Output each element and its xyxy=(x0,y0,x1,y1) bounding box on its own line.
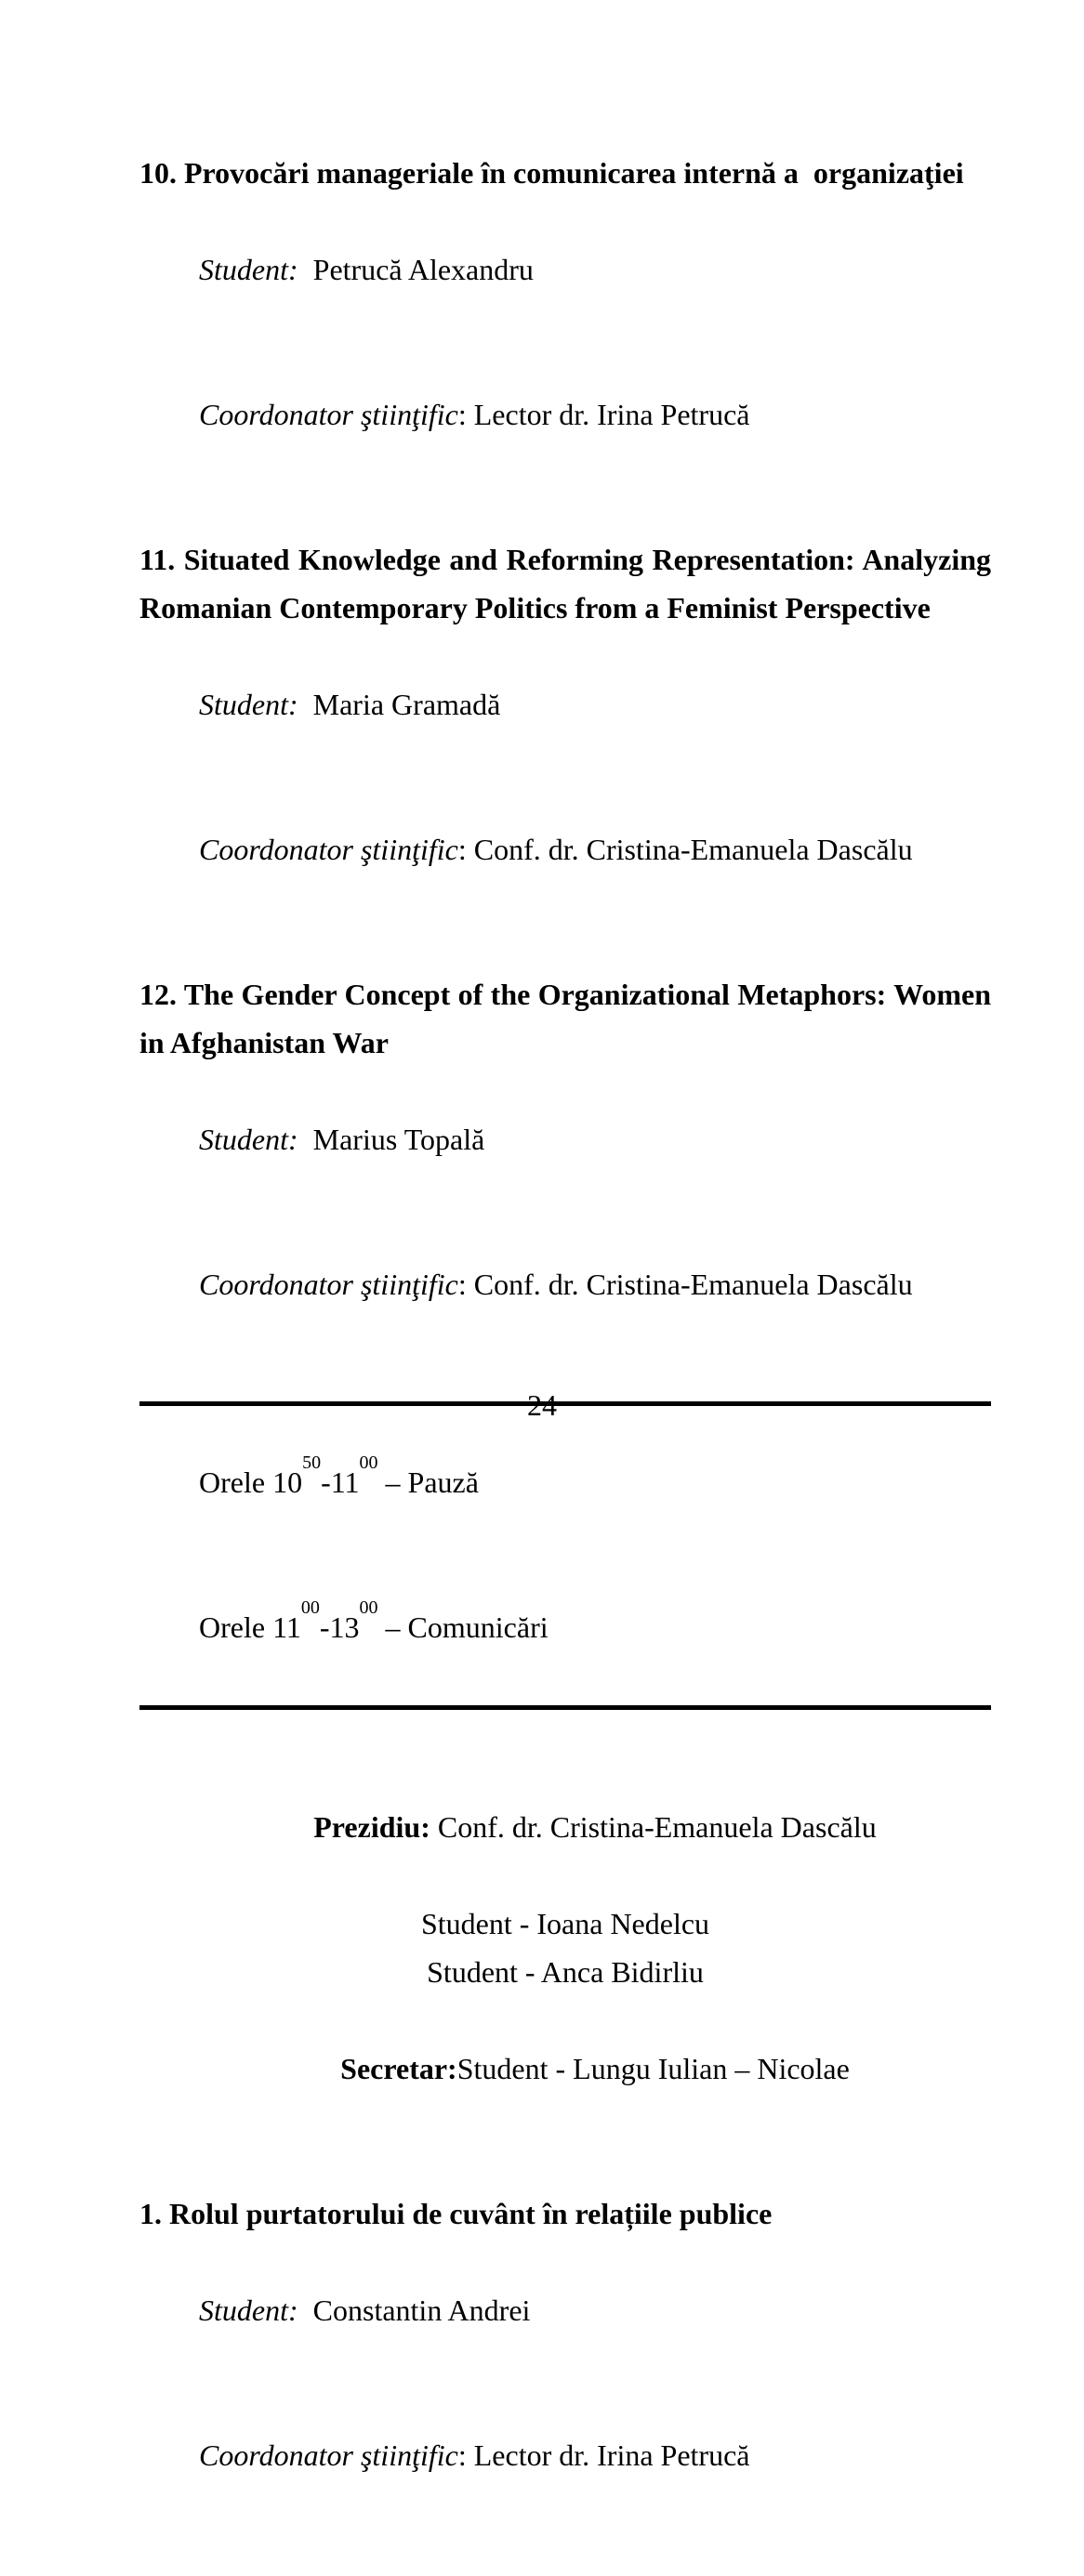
secretary-line xyxy=(139,1996,991,2141)
presidium-block xyxy=(139,1755,991,2141)
item-title-line-2: in Afghanistan War xyxy=(139,1026,389,1059)
coordinator-value: : Conf. dr. Cristina-Emanuela Dascălu xyxy=(457,833,913,866)
presidium-label: Prezidiu: xyxy=(313,1810,430,1844)
student-name: Petrucă Alexandru xyxy=(297,253,534,286)
item-title-line-1: 12. The Gender Concept of the Organizational Metaphors: Women xyxy=(139,978,991,1011)
coordinator-label: Coordonator ştiinţific xyxy=(199,833,458,866)
student-line xyxy=(139,2238,991,2383)
student-label: Student: xyxy=(199,688,298,721)
presentation-item-10 xyxy=(139,149,991,487)
hours-superscript: 50 xyxy=(302,1452,322,1474)
schedule-text: Orele 11 xyxy=(199,1610,301,1644)
student-line xyxy=(139,1067,991,1212)
student-line xyxy=(139,632,991,777)
presidium-chair: Conf. dr. Cristina-Emanuela Dascălu xyxy=(430,1810,877,1844)
presentation-item-12 xyxy=(139,970,991,1357)
student-name: Maria Gramadă xyxy=(297,688,501,721)
schedule-text: -11 xyxy=(321,1465,360,1499)
hours-superscript: 00 xyxy=(359,1597,378,1619)
student-label: Student: xyxy=(199,1123,298,1156)
coordinator-value: : Lector dr. Irina Petrucă xyxy=(457,398,750,431)
coordinator-label: Coordonator ştiinţific xyxy=(199,398,458,431)
item-title-line-2: Romanian Contemporary Politics from a Feminist Perspective xyxy=(139,591,931,624)
secretary-value: Student - Lungu Iulian – Nicolae xyxy=(456,2052,850,2085)
student-label: Student: xyxy=(199,253,298,286)
student-name: Constantin Andrei xyxy=(297,2293,531,2327)
coordinator-value: : Lector dr. Irina Petrucă xyxy=(457,2438,750,2472)
hours-superscript: 00 xyxy=(359,1452,378,1474)
presentation-item-11 xyxy=(139,535,991,922)
item-title-line-1: 11. Situated Knowledge and Reforming Representation: Analyzing xyxy=(139,543,991,576)
presidium-chair-line xyxy=(139,1755,991,1899)
student-label: Student: xyxy=(199,2293,298,2327)
coordinator-line xyxy=(139,342,991,487)
item-title: 1. Rolul purtatorului de cuvânt în relațiile publice xyxy=(139,2197,773,2230)
presidium-member-2: Student - Anca Bidirliu xyxy=(427,1955,704,1989)
schedule-block xyxy=(139,1401,991,1710)
schedule-text: -13 xyxy=(319,1610,360,1644)
schedule-text: – Comunicări xyxy=(377,1610,549,1644)
page-content xyxy=(139,149,991,2576)
coordinator-line xyxy=(139,2383,991,2528)
student-line xyxy=(139,197,991,342)
item-title: 10. Provocări manageriale în comunicarea internă a organizaţiei xyxy=(139,156,964,190)
hours-superscript: 00 xyxy=(300,1597,320,1619)
secretary-label: Secretar: xyxy=(340,2052,457,2085)
schedule-text: – Pauză xyxy=(377,1465,479,1499)
coordinator-value: : Conf. dr. Cristina-Emanuela Dascălu xyxy=(457,1268,913,1301)
presidium-member-1: Student - Ioana Nedelcu xyxy=(420,1907,710,1940)
schedule-line-pauza xyxy=(139,1410,991,1555)
presentation-item-1 xyxy=(139,2189,991,2528)
coordinator-line xyxy=(139,777,991,922)
schedule-line-comunicari xyxy=(139,1555,991,1700)
coordinator-line xyxy=(139,1212,991,1357)
coordinator-label: Coordonator ştiinţific xyxy=(199,1268,458,1301)
student-name: Marius Topală xyxy=(297,1123,485,1156)
page-number: 24 xyxy=(527,1388,557,1422)
coordinator-label: Coordonator ştiinţific xyxy=(199,2438,458,2472)
schedule-text: Orele 10 xyxy=(199,1465,303,1499)
